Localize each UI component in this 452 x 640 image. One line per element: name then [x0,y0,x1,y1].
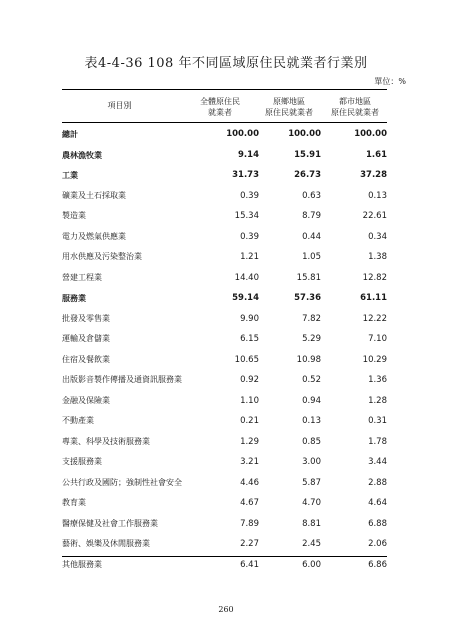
row-label: 製造業 [62,211,86,220]
top-rule [62,89,387,90]
row-value-v2: 6.00 [302,559,321,570]
table-row [62,247,387,268]
table-title: 表4-4-36 108 年不同區域原住民就業者行業別 [84,56,368,71]
table-row [62,206,387,227]
row-value-v2: 5.29 [302,334,321,344]
row-label: 總計 [62,129,78,139]
header-col-urban-area [322,96,388,118]
table-row [62,411,387,432]
row-value-v1: 0.92 [240,375,259,385]
table-row [62,165,387,186]
row-value-v3: 2.88 [368,477,387,488]
row-value-v3: 100.00 [354,129,387,139]
row-label: 其他服務業 [62,559,102,569]
table-row [62,309,387,330]
row-value-v3: 1.78 [368,436,387,447]
row-value-v1: 1.21 [240,252,259,262]
row-value-v3: 2.06 [368,539,387,549]
header-col-indigenous-area [256,96,322,118]
row-value-v2: 3.00 [302,457,321,467]
row-value-v2: 8.81 [302,518,321,529]
row-value-v1: 14.40 [234,272,259,283]
table-row [62,452,387,473]
row-value-v1: 15.34 [234,211,259,221]
row-value-v3: 1.61 [366,149,387,160]
header-rule [62,122,387,123]
row-value-v1: 4.67 [240,498,259,508]
table-row [62,370,387,391]
row-label: 不動產業 [62,416,94,425]
row-value-v2: 0.13 [302,416,321,426]
row-value-v3: 1.36 [368,375,387,385]
row-value-v1: 4.46 [240,477,259,488]
row-label: 電力及燃氣供應業 [62,231,126,241]
header-item: 項目別 [107,101,132,110]
row-value-v3: 1.28 [368,395,387,406]
row-label: 醫療保健及社會工作服務業 [62,518,158,528]
row-value-v2: 0.52 [302,375,321,385]
row-value-v2: 8.79 [302,211,321,221]
row-value-v2: 7.82 [302,313,321,324]
row-value-v2: 5.87 [302,477,321,488]
row-value-v3: 61.11 [360,293,387,303]
table-row [62,124,387,145]
row-value-v2: 15.81 [296,272,321,283]
row-value-v2: 0.63 [302,190,321,201]
row-value-v1: 3.21 [240,457,259,467]
row-value-v3: 1.38 [368,252,387,262]
header-col-all [190,96,250,118]
header-col-all-line1: 全體原住民 [200,97,240,106]
row-value-v1: 0.39 [240,231,259,242]
row-label: 礦業及土石採取業 [62,190,126,200]
row-value-v3: 0.34 [368,231,387,242]
row-label: 農林漁牧業 [62,149,102,160]
row-label: 公共行政及國防；強制性社會安全 [62,477,182,487]
row-value-v1: 6.41 [240,559,259,570]
row-label: 工業 [62,170,78,180]
row-label: 藝術、娛樂及休閒服務業 [62,539,150,548]
row-value-v1: 31.73 [232,170,259,180]
row-value-v2: 26.73 [294,170,321,180]
row-label: 出版影音製作傳播及通資訊服務業 [62,375,182,384]
row-value-v1: 100.00 [226,129,259,139]
row-value-v1: 2.27 [240,539,259,549]
table-row [62,534,387,555]
table-row [62,350,387,371]
row-value-v3: 10.29 [362,354,387,365]
table-row [62,288,387,309]
table-row [62,145,387,166]
row-value-v3: 37.28 [360,170,387,180]
row-value-v1: 1.29 [240,436,259,447]
table-row [62,473,387,494]
header-col-all-line2: 就業者 [208,108,232,117]
row-label: 專業、科學及技術服務業 [62,436,150,446]
row-value-v1: 10.65 [234,354,259,365]
row-value-v3: 12.22 [362,313,387,324]
row-label: 運輸及倉儲業 [62,334,110,343]
row-value-v2: 2.45 [302,539,321,549]
row-label: 用水供應及污染整治業 [62,252,142,261]
table-row [62,493,387,514]
row-label: 支援服務業 [62,457,102,466]
table-row [62,227,387,248]
row-label: 服務業 [62,293,86,303]
row-label: 營建工程業 [62,272,102,282]
row-value-v2: 0.44 [302,231,321,242]
row-value-v3: 22.61 [362,211,387,221]
row-value-v3: 0.31 [368,416,387,426]
row-label: 教育業 [62,498,86,507]
row-value-v2: 100.00 [288,129,321,139]
row-value-v1: 0.21 [240,416,259,426]
row-value-v1: 6.15 [240,334,259,344]
unit-label: 單位：% [374,77,406,86]
row-value-v1: 1.10 [240,395,259,406]
row-value-v2: 15.91 [294,149,321,160]
table-row [62,555,387,576]
page-number: 260 [218,605,234,614]
row-value-v3: 3.44 [368,457,387,467]
table-row [62,391,387,412]
row-value-v2: 57.36 [294,293,321,303]
row-value-v2: 0.94 [302,395,321,406]
row-value-v1: 0.39 [240,190,259,201]
row-value-v2: 4.70 [302,498,321,508]
row-label: 批發及零售業 [62,313,110,323]
row-value-v3: 7.10 [368,334,387,344]
table-row [62,432,387,453]
row-value-v2: 10.98 [296,354,321,365]
row-value-v1: 59.14 [232,293,259,303]
row-value-v3: 6.86 [368,559,387,570]
row-value-v3: 0.13 [368,190,387,201]
row-label: 住宿及餐飲業 [62,354,110,364]
table-row [62,329,387,350]
row-value-v3: 6.88 [368,518,387,529]
bottom-rule [62,556,387,557]
table-row [62,514,387,535]
row-value-v1: 9.90 [240,313,259,324]
row-value-v3: 4.64 [368,498,387,508]
header-col-indigenous-area-line2: 原住民就業者 [265,108,313,117]
table-row [62,268,387,289]
row-value-v1: 7.89 [240,518,259,529]
header-col-urban-area-line2: 原住民就業者 [331,108,379,117]
row-value-v1: 9.14 [238,149,259,160]
header-col-indigenous-area-line1: 原鄉地區 [273,97,305,106]
table-row [62,186,387,207]
row-value-v2: 0.85 [302,436,321,447]
row-value-v2: 1.05 [302,252,321,262]
header-col-urban-area-line1: 都市地區 [339,97,371,106]
row-label: 金融及保險業 [62,395,110,405]
row-value-v3: 12.82 [362,272,387,283]
